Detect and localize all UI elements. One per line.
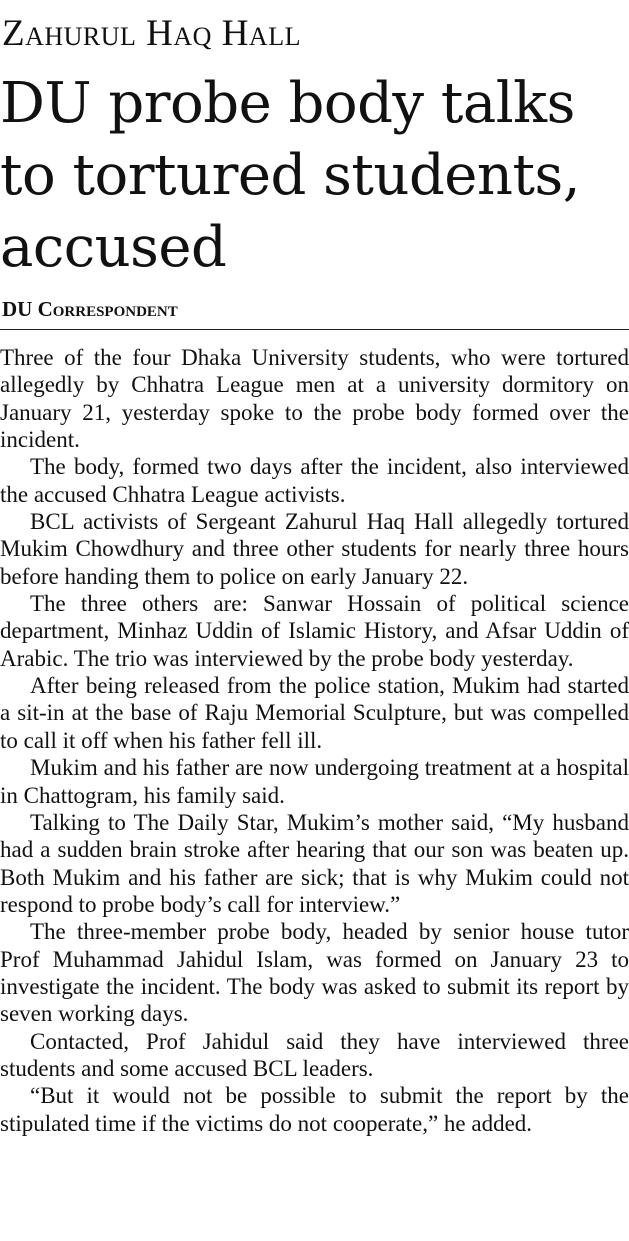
headline-line: accused	[0, 215, 227, 280]
section-kicker: Zahurul Haq Hall	[2, 13, 301, 54]
article-body	[0, 344, 629, 1137]
paragraph: The three-member probe body, headed by senior house tutor Prof Muhammad Jahidul Islam, was formed on January 23 to investigate the incident. The body was asked to submit its report by seven working days.	[0, 919, 629, 1027]
paragraph: Mukim and his father are now undergoing treatment at a hospital in Chattogram, his family said.	[0, 755, 629, 808]
divider-rule	[0, 329, 629, 330]
paragraph: The body, formed two days after the incident, also interviewed the accused Chhatra League activists.	[0, 454, 629, 507]
paragraph: The three others are: Sanwar Hossain of political science department, Minhaz Uddin of Islamic History, and Afsar Uddin of Arabic. The trio was interviewed by the probe body yesterday.	[0, 591, 629, 671]
headline-line: to tortured students,	[0, 143, 581, 208]
paragraph: After being released from the police station, Mukim had started a sit-in at the base of Raju Memorial Sculpture, but was compelled to call it off when his father fell ill.	[0, 673, 629, 753]
paragraph: Talking to The Daily Star, Mukim’s mother said, “My husband had a sudden brain stroke after hearing that our son was beaten up. Both Mukim and his father are sick; that is why Mukim could not respond to probe body’s call for interview.”	[0, 809, 629, 917]
headline	[0, 68, 629, 284]
paragraph: Three of the four Dhaka University students, who were tortured allegedly by Chhatra League men at a university dormitory on January 21, yesterday spoke to the probe body formed over the incident.	[0, 345, 629, 453]
paragraph: BCL activists of Sergeant Zahurul Haq Hall allegedly tortured Mukim Chowdhury and three other students for nearly three hours before handing them to police on early January 22.	[0, 509, 629, 589]
paragraph: Contacted, Prof Jahidul said they have interviewed three students and some accused BCL leaders.	[0, 1028, 629, 1081]
paragraph: “But it would not be possible to submit the report by the stipulated time if the victims do not cooperate,” he added.	[0, 1083, 629, 1136]
headline-line: DU probe body talks	[0, 71, 575, 136]
byline: DU Correspondent	[2, 297, 178, 321]
